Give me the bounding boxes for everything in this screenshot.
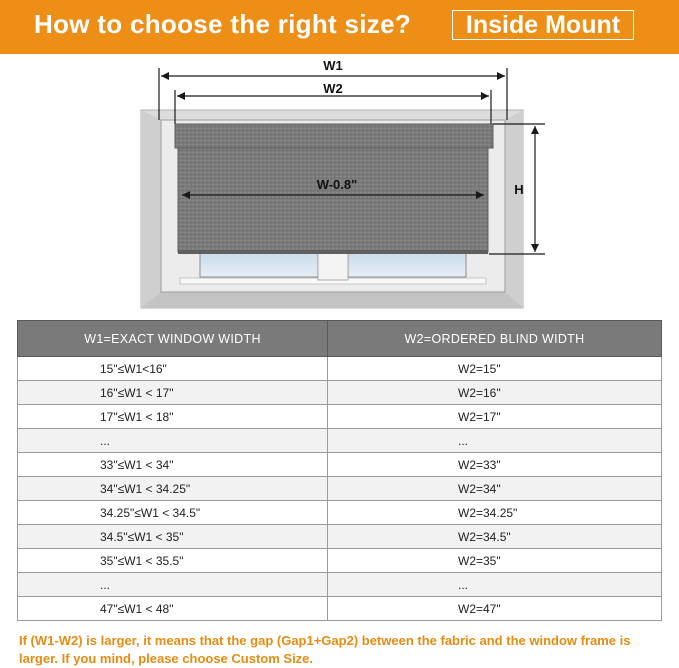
table-body [18, 357, 662, 621]
column-header-blind-width: W2=ORDERED BLIND WIDTH [328, 321, 662, 357]
blind-width-cell: W2=34.5" [328, 525, 662, 549]
table-row [18, 405, 662, 429]
header-banner [0, 0, 679, 54]
window-width-cell: ... [18, 573, 328, 597]
blind-headrail [175, 124, 493, 148]
window-diagram [0, 54, 679, 316]
glass-pane-right [348, 252, 466, 277]
blind-width-cell: W2=17" [328, 405, 662, 429]
table-row [18, 357, 662, 381]
w2-label: W2 [323, 81, 343, 96]
blind-width-cell: W2=47" [328, 597, 662, 621]
blind-width-cell: W2=34.25" [328, 501, 662, 525]
blind-width-cell: ... [328, 573, 662, 597]
window-width-cell: ... [18, 429, 328, 453]
glass-pane-left [200, 252, 318, 277]
table-row [18, 573, 662, 597]
h-label: H [514, 182, 524, 197]
table-row [18, 429, 662, 453]
window-width-cell: 34.25"≤W1 < 34.5" [18, 501, 328, 525]
blind-width-cell: W2=33" [328, 453, 662, 477]
frame-bevel-right [505, 110, 523, 308]
mount-type-badge: Inside Mount [452, 10, 634, 40]
blind-width-cell: W2=34" [328, 477, 662, 501]
blind-fabric [178, 148, 488, 252]
frame-bevel-bottom [141, 292, 523, 308]
table-row [18, 525, 662, 549]
window-width-cell: 34"≤W1 < 34.25" [18, 477, 328, 501]
table-row [18, 597, 662, 621]
blind-bottom-bar [178, 250, 488, 254]
window-width-cell: 16"≤W1 < 17" [18, 381, 328, 405]
frame-bevel-left [141, 110, 161, 308]
table-row [18, 501, 662, 525]
window-width-cell: 34.5"≤W1 < 35" [18, 525, 328, 549]
window-width-cell: 33"≤W1 < 34" [18, 453, 328, 477]
window-width-cell: 35"≤W1 < 35.5" [18, 549, 328, 573]
blind-width-cell: W2=15" [328, 357, 662, 381]
window-width-cell: 17"≤W1 < 18" [18, 405, 328, 429]
table-header-row [18, 321, 662, 357]
table-row [18, 453, 662, 477]
table-row [18, 549, 662, 573]
window-width-cell: 47"≤W1 < 48" [18, 597, 328, 621]
size-chart-table [17, 320, 662, 621]
page-title: How to choose the right size? [34, 9, 412, 39]
window-mullion [318, 250, 348, 280]
size-note: If (W1-W2) is larger, it means that the gap (Gap1+Gap2) between the fabric and the window frame is larger. If you mind, please choose Custom Size. [19, 633, 631, 666]
fabric-width-label: W-0.8" [316, 177, 358, 192]
table-row [18, 381, 662, 405]
window-width-cell: 15"≤W1<16" [18, 357, 328, 381]
column-header-window-width: W1=EXACT WINDOW WIDTH [18, 321, 328, 357]
blind-width-cell: W2=35" [328, 549, 662, 573]
table-row [18, 477, 662, 501]
blind-width-cell: ... [328, 429, 662, 453]
w1-label: W1 [323, 58, 343, 73]
blind-width-cell: W2=16" [328, 381, 662, 405]
